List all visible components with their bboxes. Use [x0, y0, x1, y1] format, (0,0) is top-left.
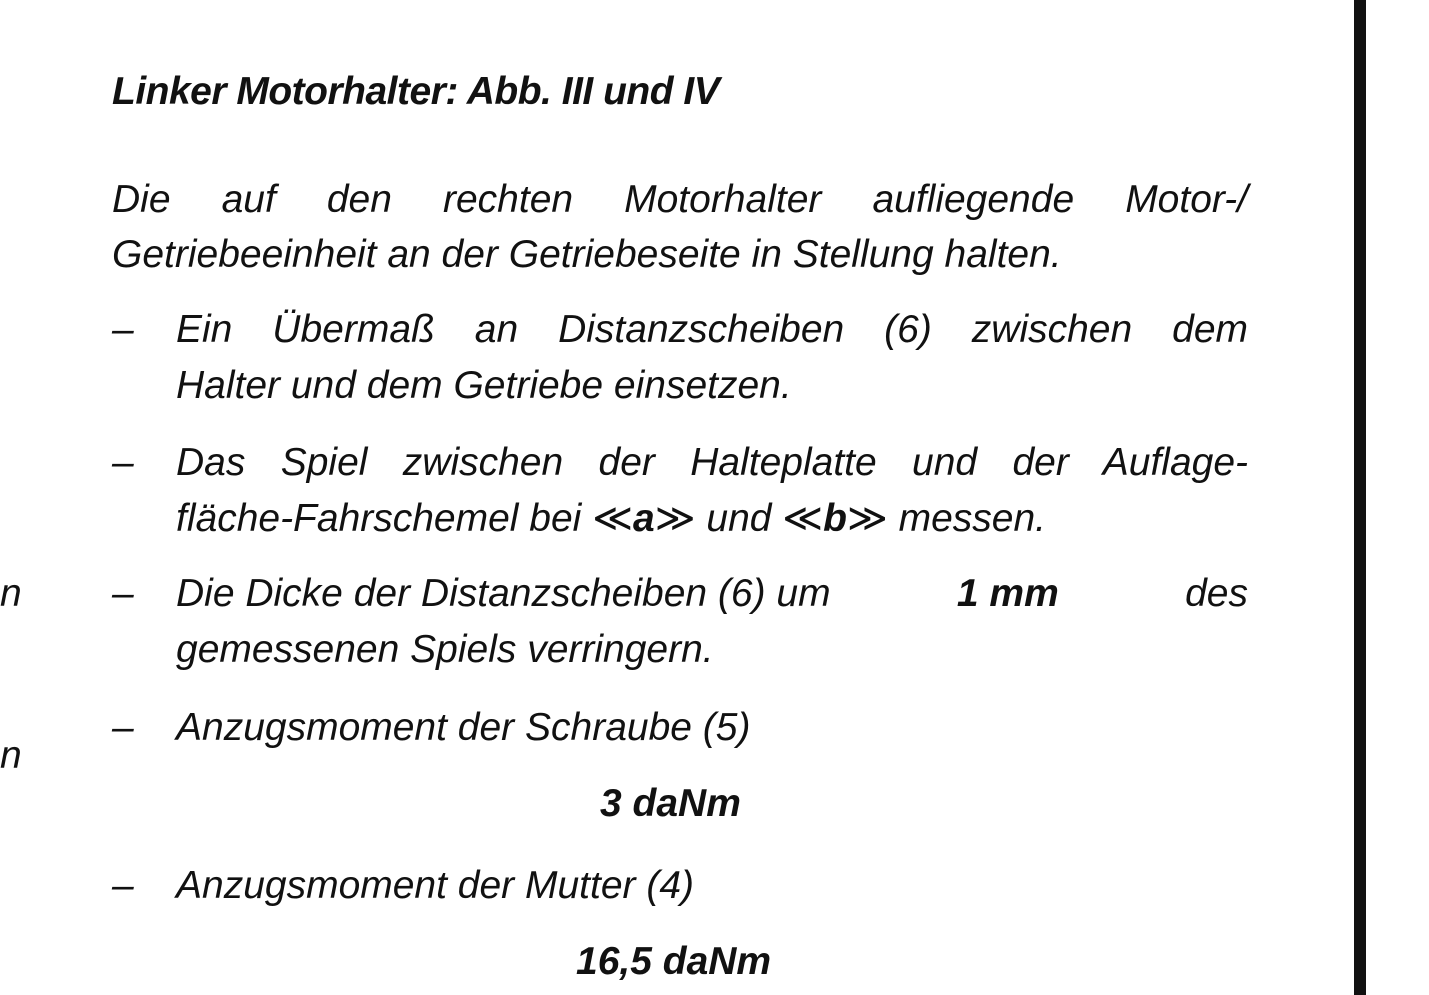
thickness-value: 1 mm	[956, 572, 1059, 615]
list-item-line-1: Anzugsmoment der Schraube (5)	[176, 706, 751, 749]
list-item-text	[176, 302, 1248, 414]
list-dash: –	[112, 706, 134, 749]
point-a-label: a	[633, 497, 655, 540]
line-text: und	[695, 497, 783, 540]
angle-close: ≫	[654, 497, 696, 540]
line-text: Die Dicke der Distanzscheiben (6) um	[176, 572, 842, 615]
list-item-text	[176, 435, 1248, 547]
line-text: des	[1174, 572, 1248, 615]
left-margin-fragment-1: n	[0, 572, 22, 615]
list-dash: –	[112, 572, 134, 615]
list-item-text	[176, 566, 1248, 678]
section-heading: Linker Motorhalter: Abb. III und IV	[112, 70, 720, 113]
intro-line-1: Die auf den rechten Motorhalter aufliegende Motor-/	[112, 178, 1248, 221]
list-item-line-1: Anzugsmoment der Mutter (4)	[176, 864, 695, 907]
list-item-text	[176, 700, 1248, 756]
torque-value-nut: 16,5 daNm	[576, 940, 772, 983]
list-item-line-2: Halter und dem Getriebe einsetzen.	[176, 364, 792, 407]
list-dash: –	[112, 308, 134, 351]
angle-open: ≪	[592, 497, 634, 540]
list-item-line-1	[176, 566, 1248, 622]
list-item-text	[176, 858, 1248, 914]
right-border-rule	[1354, 0, 1366, 995]
line-text: fläche-Fahrschemel bei	[176, 497, 593, 540]
point-b-label: b	[823, 497, 847, 540]
intro-line-2: Getriebeeinheit an der Getriebeseite in Stellung halten.	[112, 233, 1062, 276]
torque-value-screw: 3 daNm	[600, 782, 741, 825]
list-item-line-2	[176, 491, 1248, 547]
line-text: messen.	[887, 497, 1047, 540]
list-dash: –	[112, 441, 134, 484]
list-item-line-1: Das Spiel zwischen der Halteplatte und der Auflage-	[176, 441, 1248, 484]
angle-open: ≪	[782, 497, 824, 540]
list-item-line-1: Ein Übermaß an Distanzscheiben (6) zwischen dem	[176, 308, 1248, 351]
list-dash: –	[112, 864, 134, 907]
left-margin-fragment-2: n	[0, 734, 22, 777]
angle-close: ≫	[846, 497, 888, 540]
list-item-line-2: gemessenen Spiels verringern.	[176, 628, 714, 671]
intro-paragraph	[112, 172, 1248, 282]
